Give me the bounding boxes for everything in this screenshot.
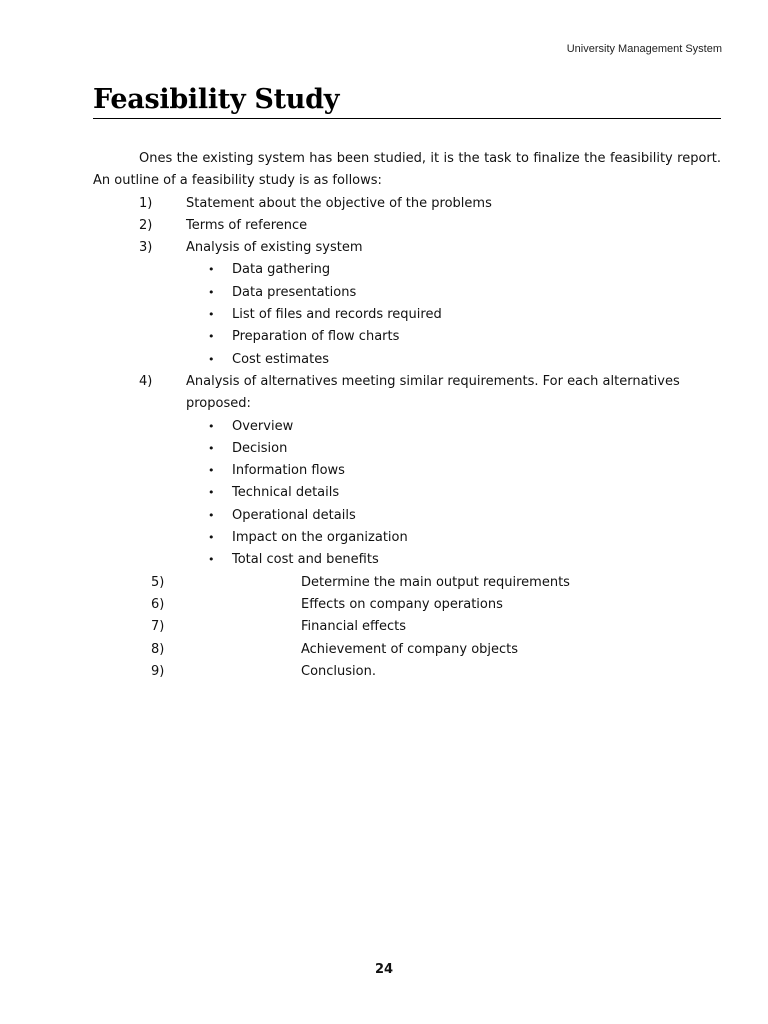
list-item <box>93 572 721 594</box>
item-number: 5) <box>151 574 165 590</box>
bullet-text: Operational details <box>232 507 356 523</box>
item-text: Financial effects <box>301 619 407 635</box>
item-text: Effects on company operations <box>301 596 503 612</box>
item-text: Analysis of existing system <box>186 240 363 256</box>
item-number: 4) <box>139 373 153 389</box>
list-item-continuation <box>93 393 721 415</box>
list-item <box>93 237 721 259</box>
bullet-text: Total cost and benefits <box>232 552 379 568</box>
running-header: University Management System <box>566 43 722 55</box>
bullet-item <box>93 349 721 371</box>
item-number: 8) <box>151 641 165 657</box>
item-text: Terms of reference <box>186 217 308 233</box>
item-number: 2) <box>139 217 153 233</box>
bullet-item <box>93 482 721 504</box>
bullet-icon: • <box>208 352 215 366</box>
bullet-item <box>93 304 721 326</box>
page-number: 24 <box>374 962 394 977</box>
bullet-item <box>93 259 721 281</box>
list-item <box>93 661 721 683</box>
item-text: Analysis of alternatives meeting similar requirements. For each alternatives <box>186 373 680 389</box>
bullet-item <box>93 505 721 527</box>
bullet-text: Data gathering <box>232 262 331 278</box>
bullet-text: Overview <box>232 418 294 434</box>
bullet-icon: • <box>208 285 215 299</box>
bullet-item <box>93 527 721 549</box>
bullet-icon: • <box>208 508 215 522</box>
bullet-text: Information flows <box>232 463 345 479</box>
bullet-item <box>93 438 721 460</box>
item-text: Conclusion. <box>301 663 376 679</box>
bullet-icon: • <box>208 330 215 344</box>
bullet-item <box>93 282 721 304</box>
item-number: 3) <box>139 240 153 256</box>
bullet-icon: • <box>208 531 215 545</box>
bullet-text: Technical details <box>232 485 340 501</box>
item-number: 7) <box>151 619 165 635</box>
bullet-text: Cost estimates <box>232 351 330 367</box>
bullet-icon: • <box>208 441 215 455</box>
list-item <box>93 371 721 393</box>
document-body <box>93 148 721 683</box>
bullet-icon: • <box>208 263 215 277</box>
item-text: Achievement of company objects <box>301 641 519 657</box>
item-text: Statement about the objective of the problems <box>186 195 492 211</box>
bullet-text: Preparation of flow charts <box>232 329 400 345</box>
item-text-continuation: proposed: <box>186 396 251 412</box>
bullet-icon: • <box>208 553 215 567</box>
item-text: Determine the main output requirements <box>301 574 570 590</box>
bullet-icon: • <box>208 486 215 500</box>
title-underline <box>93 118 721 119</box>
item-number: 1) <box>139 195 153 211</box>
bullet-text: List of files and records required <box>232 307 442 323</box>
intro-paragraph: Ones the existing system has been studied, it is the task to finalize the feasibility report. An outline of a feasibility study is as follows: <box>93 151 721 189</box>
bullet-text: Impact on the organization <box>232 530 408 546</box>
bullet-item <box>93 416 721 438</box>
bullet-item <box>93 326 721 348</box>
bullet-text: Decision <box>232 440 288 456</box>
page-title: Feasibility Study <box>93 84 340 115</box>
list-item <box>93 594 721 616</box>
list-item <box>93 616 721 638</box>
bullet-icon: • <box>208 308 215 322</box>
bullet-icon: • <box>208 464 215 478</box>
list-item <box>93 193 721 215</box>
bullet-text: Data presentations <box>232 284 357 300</box>
bullet-item <box>93 549 721 571</box>
list-item <box>93 215 721 237</box>
bullet-icon: • <box>208 419 215 433</box>
item-number: 6) <box>151 596 165 612</box>
list-item <box>93 639 721 661</box>
bullet-item <box>93 460 721 482</box>
item-number: 9) <box>151 663 165 679</box>
